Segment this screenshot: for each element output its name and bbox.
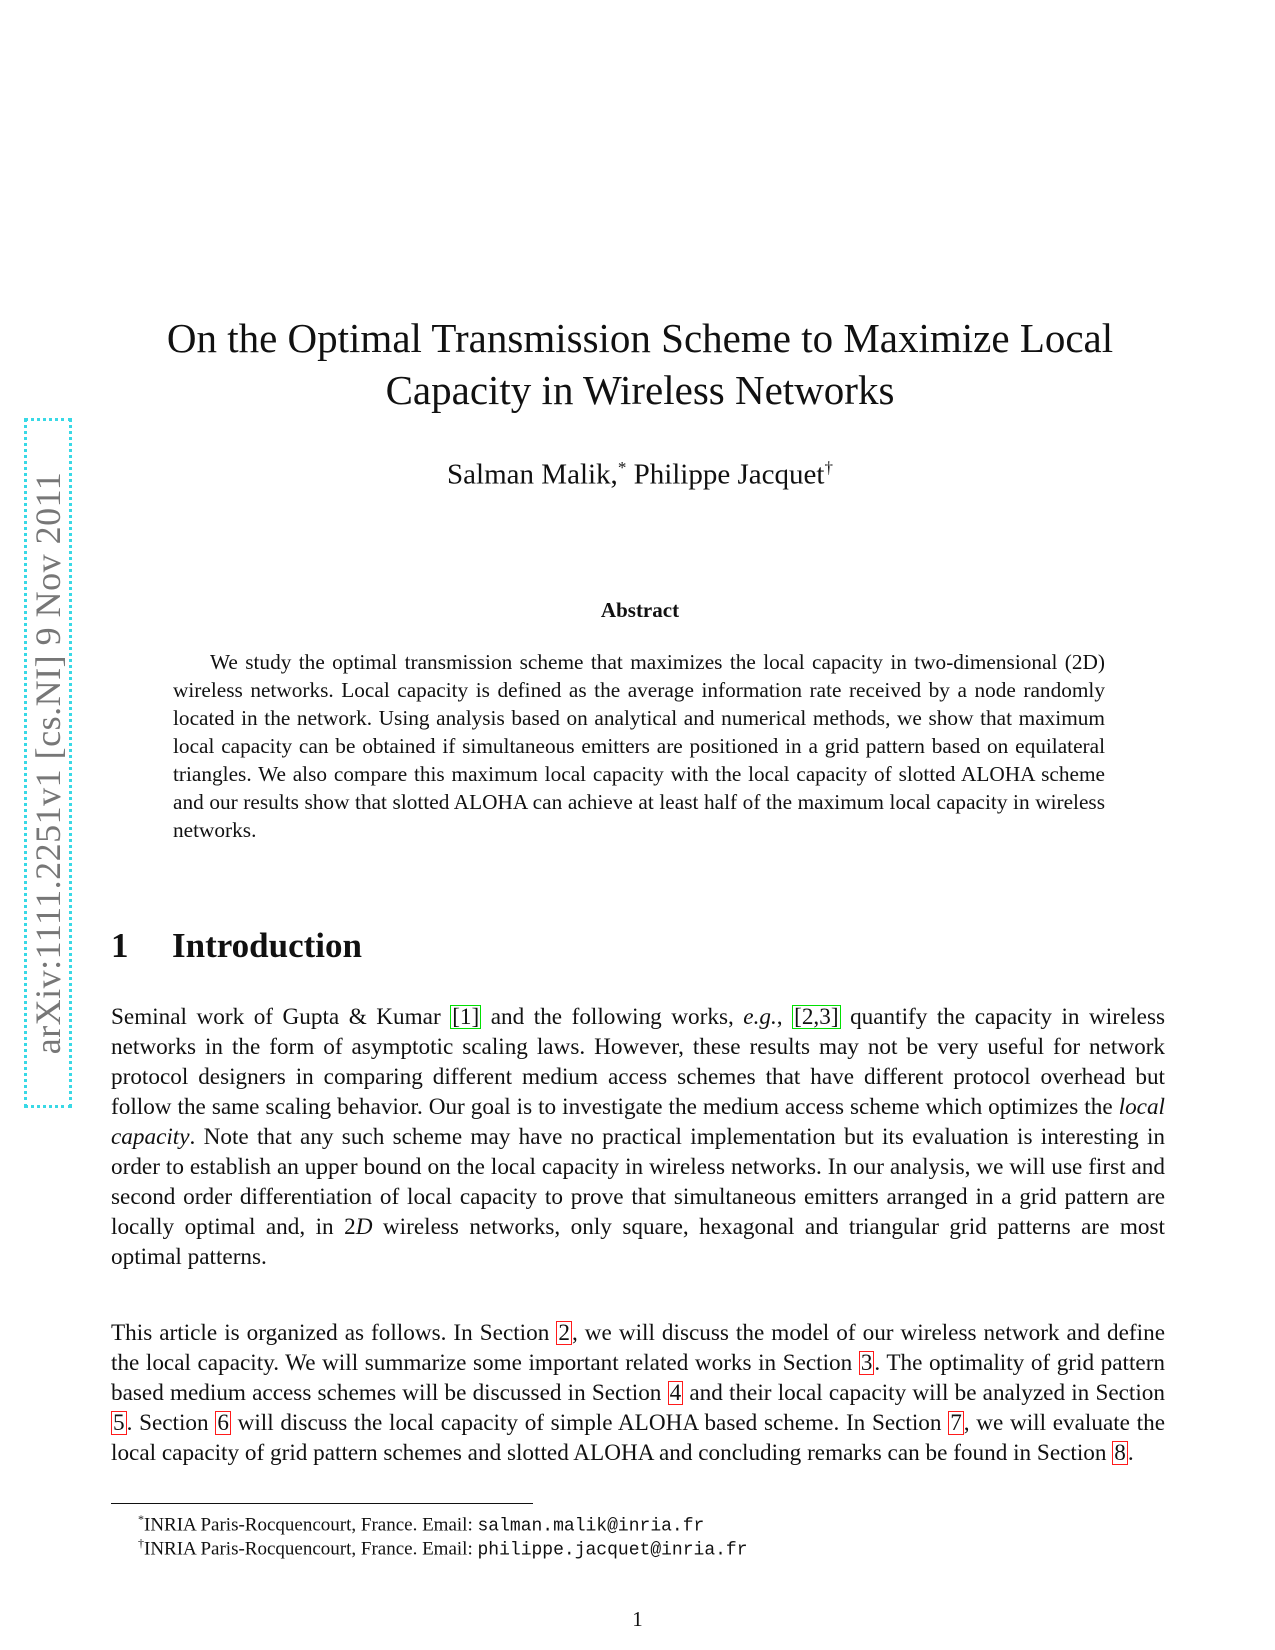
footnote-2-email[interactable]: philippe.jacquet@inria.fr	[477, 1540, 748, 1561]
para1-text-1: Seminal work of Gupta & Kumar	[111, 1004, 451, 1030]
para2-text-2: , we will discuss the model of our wireless network and define the local capacity. We will summarize some important related works in Section	[111, 1320, 1165, 1376]
author-list	[130, 458, 1150, 492]
para1-text-2: and the following works,	[481, 1004, 744, 1030]
abstract-heading: Abstract	[600, 598, 680, 622]
footnote-2-mark: †	[138, 1536, 144, 1550]
para2-text-4: and their local capacity will be analyzed in Section	[683, 1380, 1165, 1406]
para1-text-4: quantify the capacity in wireless networks in the form of asymptotic scaling laws. However, these results may not be very useful for network protocol designers in comparing different medium access schemes that have different protocol overhead but follow the same scaling behavior. Our goal is to investigate the medium access scheme which optimizes the	[111, 1004, 1166, 1120]
citation-link-2-3[interactable]: [2,3]	[794, 1004, 839, 1030]
arxiv-stamp[interactable]	[24, 418, 72, 1108]
para2-text-3: . The optimality of grid pattern based medium access schemes will be discussed in Section	[111, 1350, 1166, 1406]
footnote-2	[138, 1531, 1138, 1562]
section-link-2[interactable]: 2	[558, 1320, 570, 1346]
para1-local-capacity: local capacity	[111, 1094, 1165, 1150]
para1-text-6: wireless networks, only square, hexagonal and triangular grid patterns are most optimal patterns.	[111, 1214, 1165, 1270]
section-title: Introduction	[172, 926, 362, 965]
section-link-3[interactable]: 3	[860, 1350, 873, 1376]
abstract-body: We study the optimal transmission scheme that maximizes the local capacity in two-dimensional (2D) wireless networks. Local capacity is defined as the average information rate received by a node randomly located in the network. Using analysis based on analytical and numerical methods, we show that maximum local capacity can be obtained if simultaneous emitters are positioned in a grid pattern based on equilateral triangles. We also compare this maximum local capacity with the local capacity of slotted ALOHA scheme and our results show that slotted ALOHA can achieve at least half of the maximum local capacity in wireless networks.	[173, 650, 1105, 842]
section-heading-introduction	[111, 926, 362, 966]
para2-text-7: , we will evaluate the local capacity of grid pattern schemes and slotted ALOHA and concluding remarks can be found in Section	[111, 1410, 1165, 1466]
footnote-1-email[interactable]: salman.malik@inria.fr	[477, 1516, 705, 1537]
intro-paragraph-2	[111, 1318, 1165, 1468]
section-link-8[interactable]: 8	[1114, 1440, 1126, 1466]
para1-text-3: ,	[776, 1004, 793, 1030]
paper-title	[130, 312, 1150, 416]
footnote-2-text: INRIA Paris-Rocquencourt, France. Email:	[144, 1538, 478, 1560]
para1-d: D	[355, 1214, 373, 1240]
arxiv-identifier[interactable]: arXiv:1111.2251v1 [cs.NI] 9 Nov 2011	[28, 471, 68, 1055]
section-link-6[interactable]: 6	[217, 1410, 229, 1436]
para2-text-8: .	[1127, 1440, 1134, 1466]
section-number: 1	[111, 926, 129, 965]
para2-text-1: This article is organized as follows. In Section	[111, 1320, 557, 1346]
section-link-5[interactable]: 5	[113, 1410, 125, 1436]
para2-text-6: will discuss the local capacity of simple ALOHA based scheme. In Section	[230, 1410, 949, 1436]
author-name-1: Salman Malik,	[447, 458, 618, 491]
title-line-1: On the Optimal Transmission Scheme to Maximize Local	[166, 315, 1114, 361]
title-line-2: Capacity in Wireless Networks	[385, 367, 895, 413]
page-number: 1	[632, 1607, 643, 1631]
intro-paragraph-1	[111, 1002, 1165, 1272]
para2-text-5: . Section	[126, 1410, 216, 1436]
para1-text-5: . Note that any such scheme may have no practical implementation but its evaluation is interesting in order to establish an upper bound on the local capacity in wireless networks. In our analysis, we will use first and second order differentiation of local capacity to prove that simultaneous emitters arranged in a grid pattern are locally optimal and, in 2	[111, 1124, 1165, 1240]
citation-link-1[interactable]: [1]	[452, 1004, 480, 1030]
para1-eg: e.g.	[743, 1004, 777, 1030]
author-name-2: Philippe Jacquet	[626, 458, 825, 491]
section-link-4[interactable]: 4	[669, 1380, 682, 1406]
footnote-1-text: INRIA Paris-Rocquencourt, France. Email:	[144, 1514, 478, 1536]
footnote-1-mark: *	[138, 1512, 144, 1526]
footnote-mark-2[interactable]: †	[824, 458, 833, 477]
footnote-rule	[111, 1503, 533, 1504]
footnote-mark-1[interactable]: *	[617, 458, 627, 477]
section-link-7[interactable]: 7	[950, 1410, 962, 1436]
